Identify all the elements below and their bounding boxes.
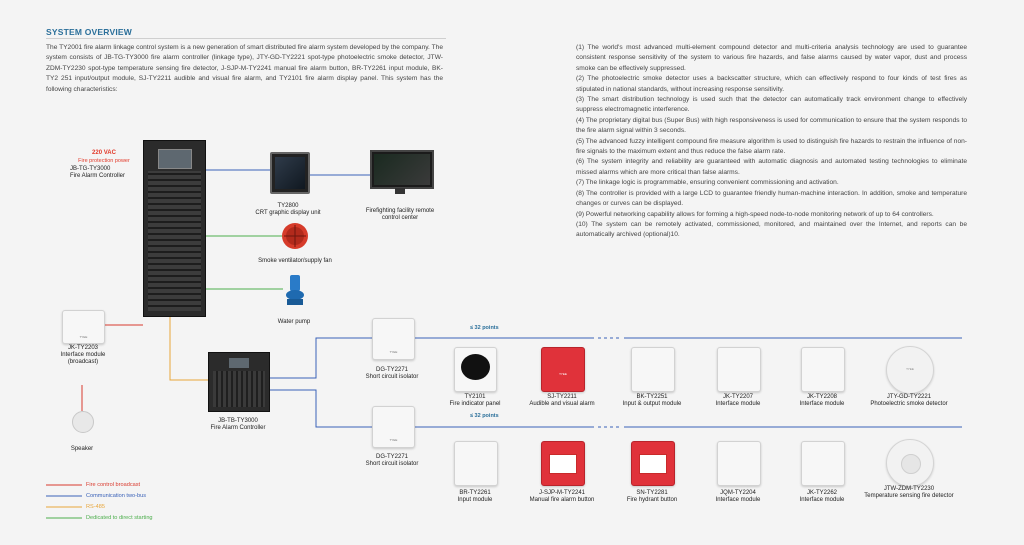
page-title: SYSTEM OVERVIEW (46, 27, 132, 37)
interface-broadcast-label (54, 345, 112, 367)
characteristic-item: (2) The photoelectric smoke detector uses a backscatter structure, which can effectively respond to four kinds of test fires as stipulated in national standards, without increasing response sensitivity. (576, 75, 967, 93)
heat-sensor (901, 454, 921, 474)
isolator-2-name: Short circuit isolator (365, 461, 419, 468)
device-model: JTW-ZDM-TY2230 (883, 486, 935, 492)
legend-direct: Dedicated to direct starting (86, 515, 153, 521)
overview-paragraph: The TY2001 fire alarm linkage control system is a new generation of smart distributed fire alarm system developed by the company. The system consists of JB-TG-TY3000 fire alarm controller (linkage type), JTY-GD-TY2221 spot-type photoelectric smoke detector, JTW-ZDM-TY2230 spot-type temperature sensing fire detector, J-SJP-M-TY2241 manual fire alarm button, BR-TY2261 input module, BK-TY2 251 input/output module, SJ-TY2211 audible and visual fire alarm, and TY2101 fire alarm display panel. This system has the following characteristics: (46, 44, 443, 93)
fan-icon (280, 220, 310, 254)
interface-broadcast-name: Interface module (broadcast) (60, 352, 106, 366)
device-name: Fire hydrant button (626, 497, 678, 504)
interface-module-2204[interactable] (717, 441, 761, 486)
device-name: Interface module (715, 497, 761, 504)
brand-tag: TYEE (906, 367, 914, 371)
main-controller-cabinet[interactable] (143, 140, 206, 317)
pump-icon (283, 273, 307, 309)
monitor-stand (395, 188, 405, 194)
device-model: TY2101 (464, 394, 486, 400)
short-circuit-isolator-2[interactable] (372, 406, 415, 448)
isolator-1-label (352, 367, 432, 381)
row2-label (515, 490, 609, 504)
brand-tag: TYEE (389, 350, 398, 354)
row2-label (698, 490, 778, 504)
power-voltage: 220 VAC (92, 150, 116, 156)
remote-label: Firefighting facility remote control center (365, 208, 435, 222)
legend-rs485: RS-485 (86, 504, 105, 510)
sub-controller-model: JB-TB-TY3000 (218, 418, 258, 424)
row2-label (782, 490, 862, 504)
characteristic-item: (9) Powerful networking capability allows for forming a high-speed node-to-node monitoring network of up to 64 controllers. (576, 210, 934, 218)
characteristic-item: (7) The linkage logic is programmable, ensuring convenient commissioning and activation. (576, 179, 839, 187)
controller-lcd (158, 149, 192, 169)
row1-label (435, 394, 515, 408)
device-name: Photoelectric smoke detector (870, 401, 948, 408)
device-model: SN-TY2281 (636, 490, 668, 496)
crt-name: CRT graphic display unit (255, 210, 321, 217)
main-controller-label (70, 166, 144, 180)
interface-module-2208[interactable] (801, 347, 845, 392)
button-window (549, 454, 577, 474)
device-name: Manual fire alarm button (529, 497, 595, 504)
characteristic-item: (3) The smart distribution technology is used such that the detector can automatically track environment change to effectively suppress electromagnetic interference. (576, 96, 967, 114)
legend-broadcast: Fire control broadcast (86, 482, 141, 488)
device-name: Interface module (715, 401, 761, 408)
row2-label (851, 486, 967, 500)
device-model: JK-TY2262 (806, 490, 837, 496)
device-name: Interface module (799, 497, 845, 504)
isolator-2-model: DG-TY2271 (375, 454, 408, 460)
sub-controller-name: Fire Alarm Controller (210, 425, 266, 432)
bus-line (268, 390, 372, 427)
characteristic-item: (5) The advanced fuzzy intelligent compound fire measure algorithm is used to distinguish fire hazards to restrain the influence of non-fire signals to the maximum extent and thus reduce the false alarm rate. (576, 137, 967, 156)
manual-alarm-button[interactable] (541, 441, 585, 486)
device-model: JK-TY2208 (806, 394, 837, 400)
interface-module-broadcast[interactable] (62, 310, 105, 344)
device-name: Input & output module (622, 401, 682, 408)
crt-label (252, 203, 324, 217)
device-model: JK-TY2207 (722, 394, 753, 400)
sub-controller-panel (213, 371, 265, 407)
crt-display[interactable] (270, 152, 310, 194)
speaker-icon (72, 411, 94, 433)
row1-label (698, 394, 778, 408)
characteristic-item: (6) The system integrity and reliability are guaranteed with automatic diagnosis and automated testing technologies to eliminate missed alarms which are more critical than false alarms. (576, 158, 967, 176)
characteristic-item: (1) The world's most advanced multi-element compound detector and multi-criteria analysis technology are used to guarantee consistent response sensitivity of the system to various fire hazards, and false alarms caused by water vapor, dust and process smoke can be effectively suppressed. (576, 44, 967, 72)
rs485-line (170, 314, 208, 380)
fan-label: Smoke ventilator/supply fan (258, 258, 332, 264)
brand-tag: TYEE (79, 335, 88, 339)
input-module[interactable] (454, 441, 498, 486)
device-name: Interface module (799, 401, 845, 408)
short-circuit-isolator-1[interactable] (372, 318, 415, 360)
device-model: BR-TY2261 (459, 490, 491, 496)
isolator-1-name: Short circuit isolator (365, 374, 419, 381)
remote-monitor[interactable] (370, 150, 434, 189)
hydrant-button[interactable] (631, 441, 675, 486)
device-name: Temperature sensing fire detector (864, 493, 954, 500)
smoke-detector[interactable] (886, 346, 934, 394)
isolator-1-model: DG-TY2271 (375, 367, 408, 373)
main-controller-name: Fire Alarm Controller (70, 173, 126, 180)
row1-label (782, 394, 862, 408)
power-label: Fire protection power (78, 158, 130, 164)
row1-label (612, 394, 692, 408)
device-model: J-SJP-M-TY2241 (538, 490, 585, 496)
sub-controller-label (198, 418, 278, 432)
speaker-label: Speaker (70, 446, 94, 452)
button-window (639, 454, 667, 474)
row2-label (435, 490, 515, 504)
heat-detector[interactable] (886, 439, 934, 487)
brand-tag: TYEE (389, 438, 398, 442)
audible-visual-alarm[interactable] (541, 347, 585, 392)
legend-bus: Communication two-bus (86, 493, 147, 499)
remote-screen (374, 154, 430, 185)
pump-label: Water pump (277, 319, 311, 325)
crt-screen (275, 157, 305, 189)
device-model: JTY-GD-TY2221 (886, 394, 932, 400)
characteristic-item: (4) The proprietary digital bus (Super Bus) with high responsiveness is used for communication to ensure that the system responds to the fire alarm signal within 3 seconds. (576, 116, 967, 135)
device-name: Fire indicator panel (449, 401, 501, 408)
device-name: Audible and visual alarm (529, 401, 595, 408)
interface-module-2262[interactable] (801, 441, 845, 486)
controller-panel-grid (148, 171, 201, 311)
row2-label (612, 490, 692, 504)
main-controller-model: JB-TG-TY3000 (70, 166, 111, 172)
interface-broadcast-model: JK-TY2203 (67, 345, 98, 351)
fire-indicator-panel[interactable] (454, 347, 497, 392)
device-name: Input module (457, 497, 493, 504)
loop-capacity-2: ≤ 32 points (470, 413, 499, 419)
indicator-screen (461, 354, 490, 380)
brand-tag: TYEE (559, 372, 567, 376)
isolator-2-label (352, 454, 432, 468)
sub-controller[interactable] (208, 352, 270, 412)
loop-capacity-1: ≤ 32 points (470, 325, 499, 331)
characteristic-item: (8) The controller is provided with a large LCD to guarantee friendly human-machine interaction. In addition, smoke and temperature changes or curves can be displayed. (576, 189, 967, 208)
device-model: BK-TY2251 (636, 394, 668, 400)
row1-label (857, 394, 961, 408)
input-output-module[interactable] (631, 347, 675, 392)
characteristic-item: (10) The system can be remotely activated, commissioned, monitored, and maintained over the Internet, and reports can be automatically archived (optional)10. (576, 220, 967, 239)
crt-model: TY2800 (277, 203, 299, 209)
device-model: SJ-TY2211 (547, 394, 577, 400)
row1-label (522, 394, 602, 408)
device-model: JQM-TY2204 (720, 490, 756, 496)
interface-module-2207[interactable] (717, 347, 761, 392)
sub-controller-lcd (229, 358, 249, 368)
